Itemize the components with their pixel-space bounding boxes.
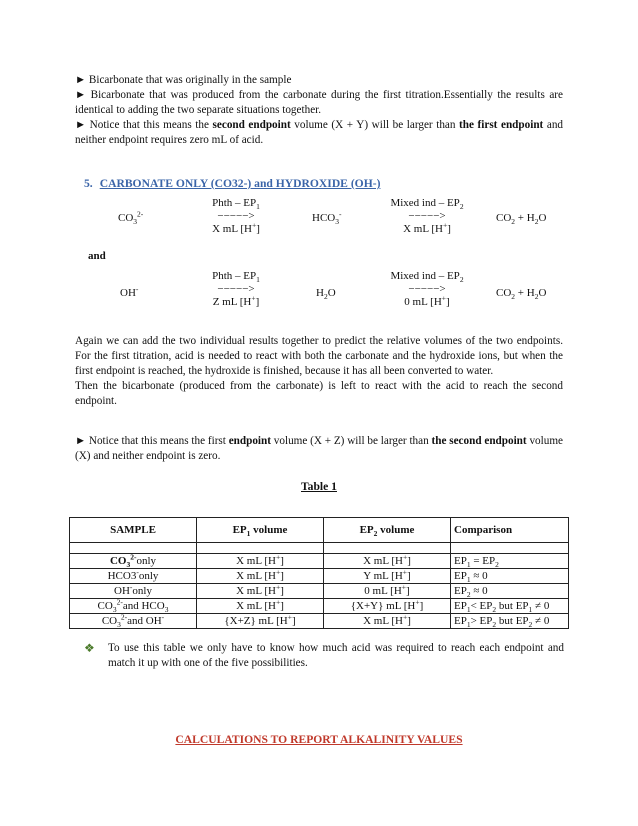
table-spacer-row [70, 543, 569, 554]
table-row [70, 584, 569, 599]
reaction2-products: $CO_2 + H_2O$ [496, 287, 547, 302]
cell-ep1: X mL [H+] [197, 599, 324, 614]
cell-ep1: X mL [H+] [197, 554, 324, 569]
cell-sample: $CO_3^{2-}and$ OH- [70, 614, 197, 629]
cell-ep1: {X+Z} mL [H+] [197, 614, 324, 629]
reaction1-products: $CO_2 + H_2O$ [496, 212, 547, 227]
reaction1-intermediate: $HCO_3^-$ [312, 209, 342, 227]
arrow-icon: −−−−−> [217, 283, 255, 295]
header-ep1: $EP_1$ volume [197, 518, 324, 543]
cell-comparison: $EP_1 \approx 0$ [451, 569, 569, 584]
arrow-icon: −−−−−> [217, 210, 255, 222]
cell-sample: $CO_3^{2-}only$ [70, 554, 197, 569]
cell-ep1: X mL [H+] [197, 584, 324, 599]
header-ep2: $EP_2$ volume [324, 518, 451, 543]
arrow-icon: −−−−−> [408, 210, 446, 222]
cell-ep2: Y mL [H+] [324, 569, 451, 584]
cell-comparison: $EP_1> EP_2$ but $EP_2 \ne 0$ [451, 614, 569, 629]
reaction2-reactant: OH- [120, 284, 139, 299]
cell-sample: $CO_3^{2-}and$ $HCO_3$ [70, 599, 197, 614]
reaction2-step2: Mixed ind – $EP_2$ −−−−−> 0 mL [H+] [378, 270, 476, 309]
reaction1-step1: Phth – $EP_1$ −−−−−> X mL [H+] [196, 197, 276, 236]
intro-line-2: ► Bicarbonate that was produced from the carbonate during the first titration.Essentially the results are identical to adding the two separate situations together. [75, 89, 563, 116]
bullet-text: To use this table we only have to know how much acid was required to reach each endpoint and match it up with one of the five possibilities. [108, 642, 564, 669]
table-row [70, 569, 569, 584]
body-para-2: Then the bicarbonate (produced from the carbonate) is left to react with the acid to reach the second endpoint. [75, 380, 563, 407]
cell-ep1: X mL [H+] [197, 569, 324, 584]
cell-sample: OH-only [70, 584, 197, 599]
body-block [75, 334, 563, 409]
reaction2-step1: Phth – $EP_1$ −−−−−> Z mL [H+] [196, 270, 276, 309]
table-header-row [70, 518, 569, 543]
header-comparison: Comparison [451, 518, 569, 543]
section-title: CARBONATE ONLY (CO32-) and HYDROXIDE (OH-) [99, 177, 381, 190]
and-label: and [88, 250, 106, 262]
intro-line-3: ► Notice that this means the second endpoint volume (X + Y) will be larger than the first endpoint and neither endpoint requires zero mL of acid. [75, 119, 564, 146]
cell-comparison: $EP_2 \approx 0$ [451, 584, 569, 599]
cell-ep2: 0 mL [H+] [324, 584, 451, 599]
arrow-icon: −−−−−> [408, 283, 446, 295]
diamond-bullet-icon: ❖ [84, 641, 95, 655]
cell-ep2: {X+Y} mL [H+] [324, 599, 451, 614]
cell-comparison: $EP_1 = EP_2$ [451, 554, 569, 569]
notice-line: ► Notice that this means the first endpoint volume (X + Z) will be larger than the second endpoint volume (X) and neither endpoint is zero. [75, 435, 563, 462]
cell-ep2: X mL [H+] [324, 614, 451, 629]
section-number: 5. [84, 177, 93, 190]
intro-line-1: ► Bicarbonate that was originally in the sample [75, 74, 292, 86]
table-row [70, 554, 569, 569]
cell-comparison: $EP_1< EP_2$ but $EP_1 \ne 0$ [451, 599, 569, 614]
cell-sample: HCO3-only [70, 569, 197, 584]
calculations-heading: CALCULATIONS TO REPORT ALKALINITY VALUES [175, 733, 463, 746]
body-para-1: Again we can add the two individual results together to predict the relative volumes of the two endpoints. For the first titration, acid is needed to react with both the carbonate and the hydroxide ions, but when the first endpoint is reached, the hydroxide is finished, because it has all been converted to water. [75, 335, 563, 377]
table-row [70, 599, 569, 614]
section-5-heading [84, 177, 380, 190]
reaction1-reactant: $CO_3^{2-}$ [118, 209, 144, 227]
header-sample: SAMPLE [70, 518, 197, 543]
cell-ep2: X mL [H+] [324, 554, 451, 569]
table-row [70, 614, 569, 629]
reaction2-intermediate: $H_2O$ [316, 287, 336, 302]
reaction1-step2: Mixed ind – $EP_2$ −−−−−> X mL [H+] [378, 197, 476, 236]
notice-block [75, 434, 563, 464]
table-1 [69, 517, 569, 629]
table-title: Table 1 [301, 480, 337, 493]
intro-block [75, 73, 563, 148]
